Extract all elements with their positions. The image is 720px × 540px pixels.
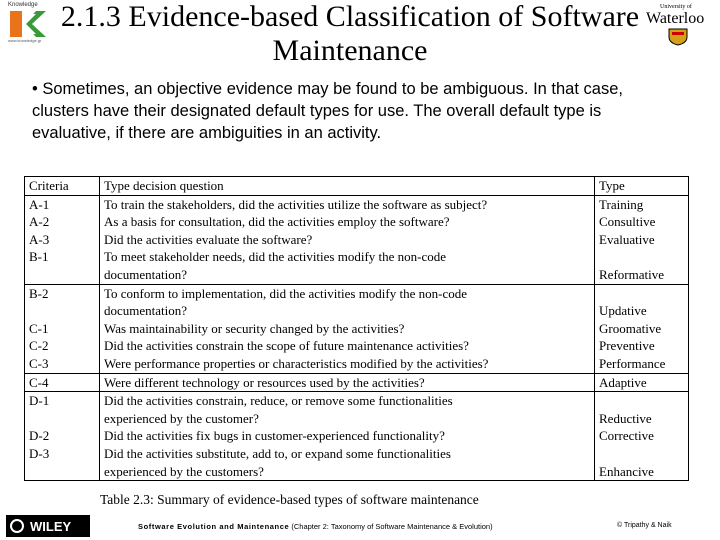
wiley-icon (10, 519, 24, 533)
cell-question: Were performance properties or characteristics modified by the activities? (100, 355, 595, 373)
waterloo-text: Waterloo (646, 10, 705, 27)
table-header-row (25, 177, 688, 195)
knowledge-k-icon (10, 11, 50, 37)
cell-question: experienced by the customers? (100, 463, 595, 481)
table-row (25, 373, 688, 392)
table-row (25, 320, 688, 338)
header-criteria: Criteria (25, 177, 100, 195)
table-row (25, 195, 688, 213)
cell-type (595, 445, 689, 463)
cell-criteria: D-3 (25, 445, 100, 463)
cell-type: Adaptive (595, 373, 689, 392)
cell-type: Enhancive (599, 463, 654, 479)
table-row (25, 302, 688, 320)
table-row (25, 231, 688, 249)
cell-question: To conform to implementation, did the activities modify the non-code (100, 284, 595, 302)
table-caption: Table 2.3: Summary of evidence-based types of software maintenance (100, 492, 479, 507)
cell-type: Training (599, 196, 644, 212)
table-row (25, 213, 688, 231)
footer-copyright: © Tripathy & Naik (617, 522, 672, 529)
cell-criteria (25, 463, 100, 481)
cell-question: Were different technology or resources used by the activities? (100, 373, 595, 392)
cell-criteria (25, 266, 100, 284)
cell-question: Did the activities constrain the scope of future maintenance activities? (100, 337, 595, 355)
cell-type: Corrective (599, 428, 654, 444)
header-question: Type decision question (100, 177, 595, 195)
cell-question: Did the activities fix bugs in customer-experienced functionality? (100, 427, 595, 445)
table-row (25, 392, 688, 410)
cell-criteria: C-1 (25, 320, 100, 338)
cell-question: documentation? (100, 302, 595, 320)
cell-type (595, 284, 689, 302)
cell-criteria: A-1 (25, 195, 100, 213)
cell-type: Groomative (599, 320, 662, 336)
bullet-text: • Sometimes, an objective evidence may be found to be ambiguous. In that case, clusters have their designated default types for use. The overall default type is evaluative, if there are ambiguities in an activity. (32, 80, 623, 142)
table-row (25, 427, 688, 445)
evidence-table (24, 176, 689, 481)
table-row (25, 445, 688, 463)
table-row (25, 284, 688, 302)
wiley-text: WILEY (30, 518, 72, 534)
cell-question: Did the activities substitute, add to, or expand some functionalities (100, 445, 595, 463)
cell-question: documentation? (100, 266, 595, 284)
cell-criteria: A-2 (25, 213, 100, 231)
cell-question: As a basis for consultation, did the activities employ the software? (100, 213, 595, 231)
cell-question: To meet stakeholder needs, did the activities modify the non-code (100, 248, 595, 266)
cell-type (595, 248, 689, 266)
cell-criteria: C-3 (25, 355, 100, 373)
cell-criteria (25, 302, 100, 320)
cell-criteria: C-2 (25, 337, 100, 355)
cell-criteria: D-2 (25, 427, 100, 445)
waterloo-logo (640, 2, 718, 48)
cell-type: Updative (599, 303, 647, 319)
cell-criteria: B-2 (25, 284, 100, 302)
logo-bottom-text: www.knowledge.gr (8, 38, 42, 43)
footer-course-title: Software Evolution and Maintenance (138, 522, 290, 531)
table-row (25, 337, 688, 355)
cell-criteria: C-4 (25, 373, 100, 392)
cell-question: Was maintainability or security changed by the activities? (100, 320, 595, 338)
cell-type: Consultive (599, 214, 656, 230)
cell-question: To train the stakeholders, did the activities utilize the software as subject? (100, 195, 595, 213)
knowledge-logo (8, 2, 52, 48)
table-row (25, 248, 688, 266)
cell-type: Performance (599, 355, 666, 371)
cell-criteria: A-3 (25, 231, 100, 249)
cell-criteria: B-1 (25, 248, 100, 266)
footer-course (138, 522, 493, 531)
cell-type (595, 392, 689, 410)
table-row (25, 266, 688, 284)
table-row (25, 410, 688, 428)
footer-chapter: (Chapter 2: Taxonomy of Software Maintenance & Evolution) (291, 522, 493, 531)
wiley-logo (6, 515, 90, 537)
slide-title: 2.1.3 Evidence-based Classification of Software Maintenance (60, 0, 640, 67)
waterloo-shield-icon (668, 28, 688, 46)
table-row (25, 463, 688, 481)
university-of-text: University of (660, 4, 692, 10)
cell-question: experienced by the customer? (100, 410, 595, 428)
logo-top-text: Knowledge (8, 2, 38, 8)
cell-criteria: D-1 (25, 392, 100, 410)
cell-type: Evaluative (599, 231, 655, 247)
cell-criteria (25, 410, 100, 428)
header-type: Type (595, 177, 689, 195)
cell-question: Did the activities constrain, reduce, or remove some functionalities (100, 392, 595, 410)
cell-question: Did the activities evaluate the software? (100, 231, 595, 249)
table-row (25, 355, 688, 373)
cell-type: Reductive (599, 410, 652, 426)
cell-type: Reformative (599, 266, 664, 282)
cell-type: Preventive (599, 338, 655, 354)
